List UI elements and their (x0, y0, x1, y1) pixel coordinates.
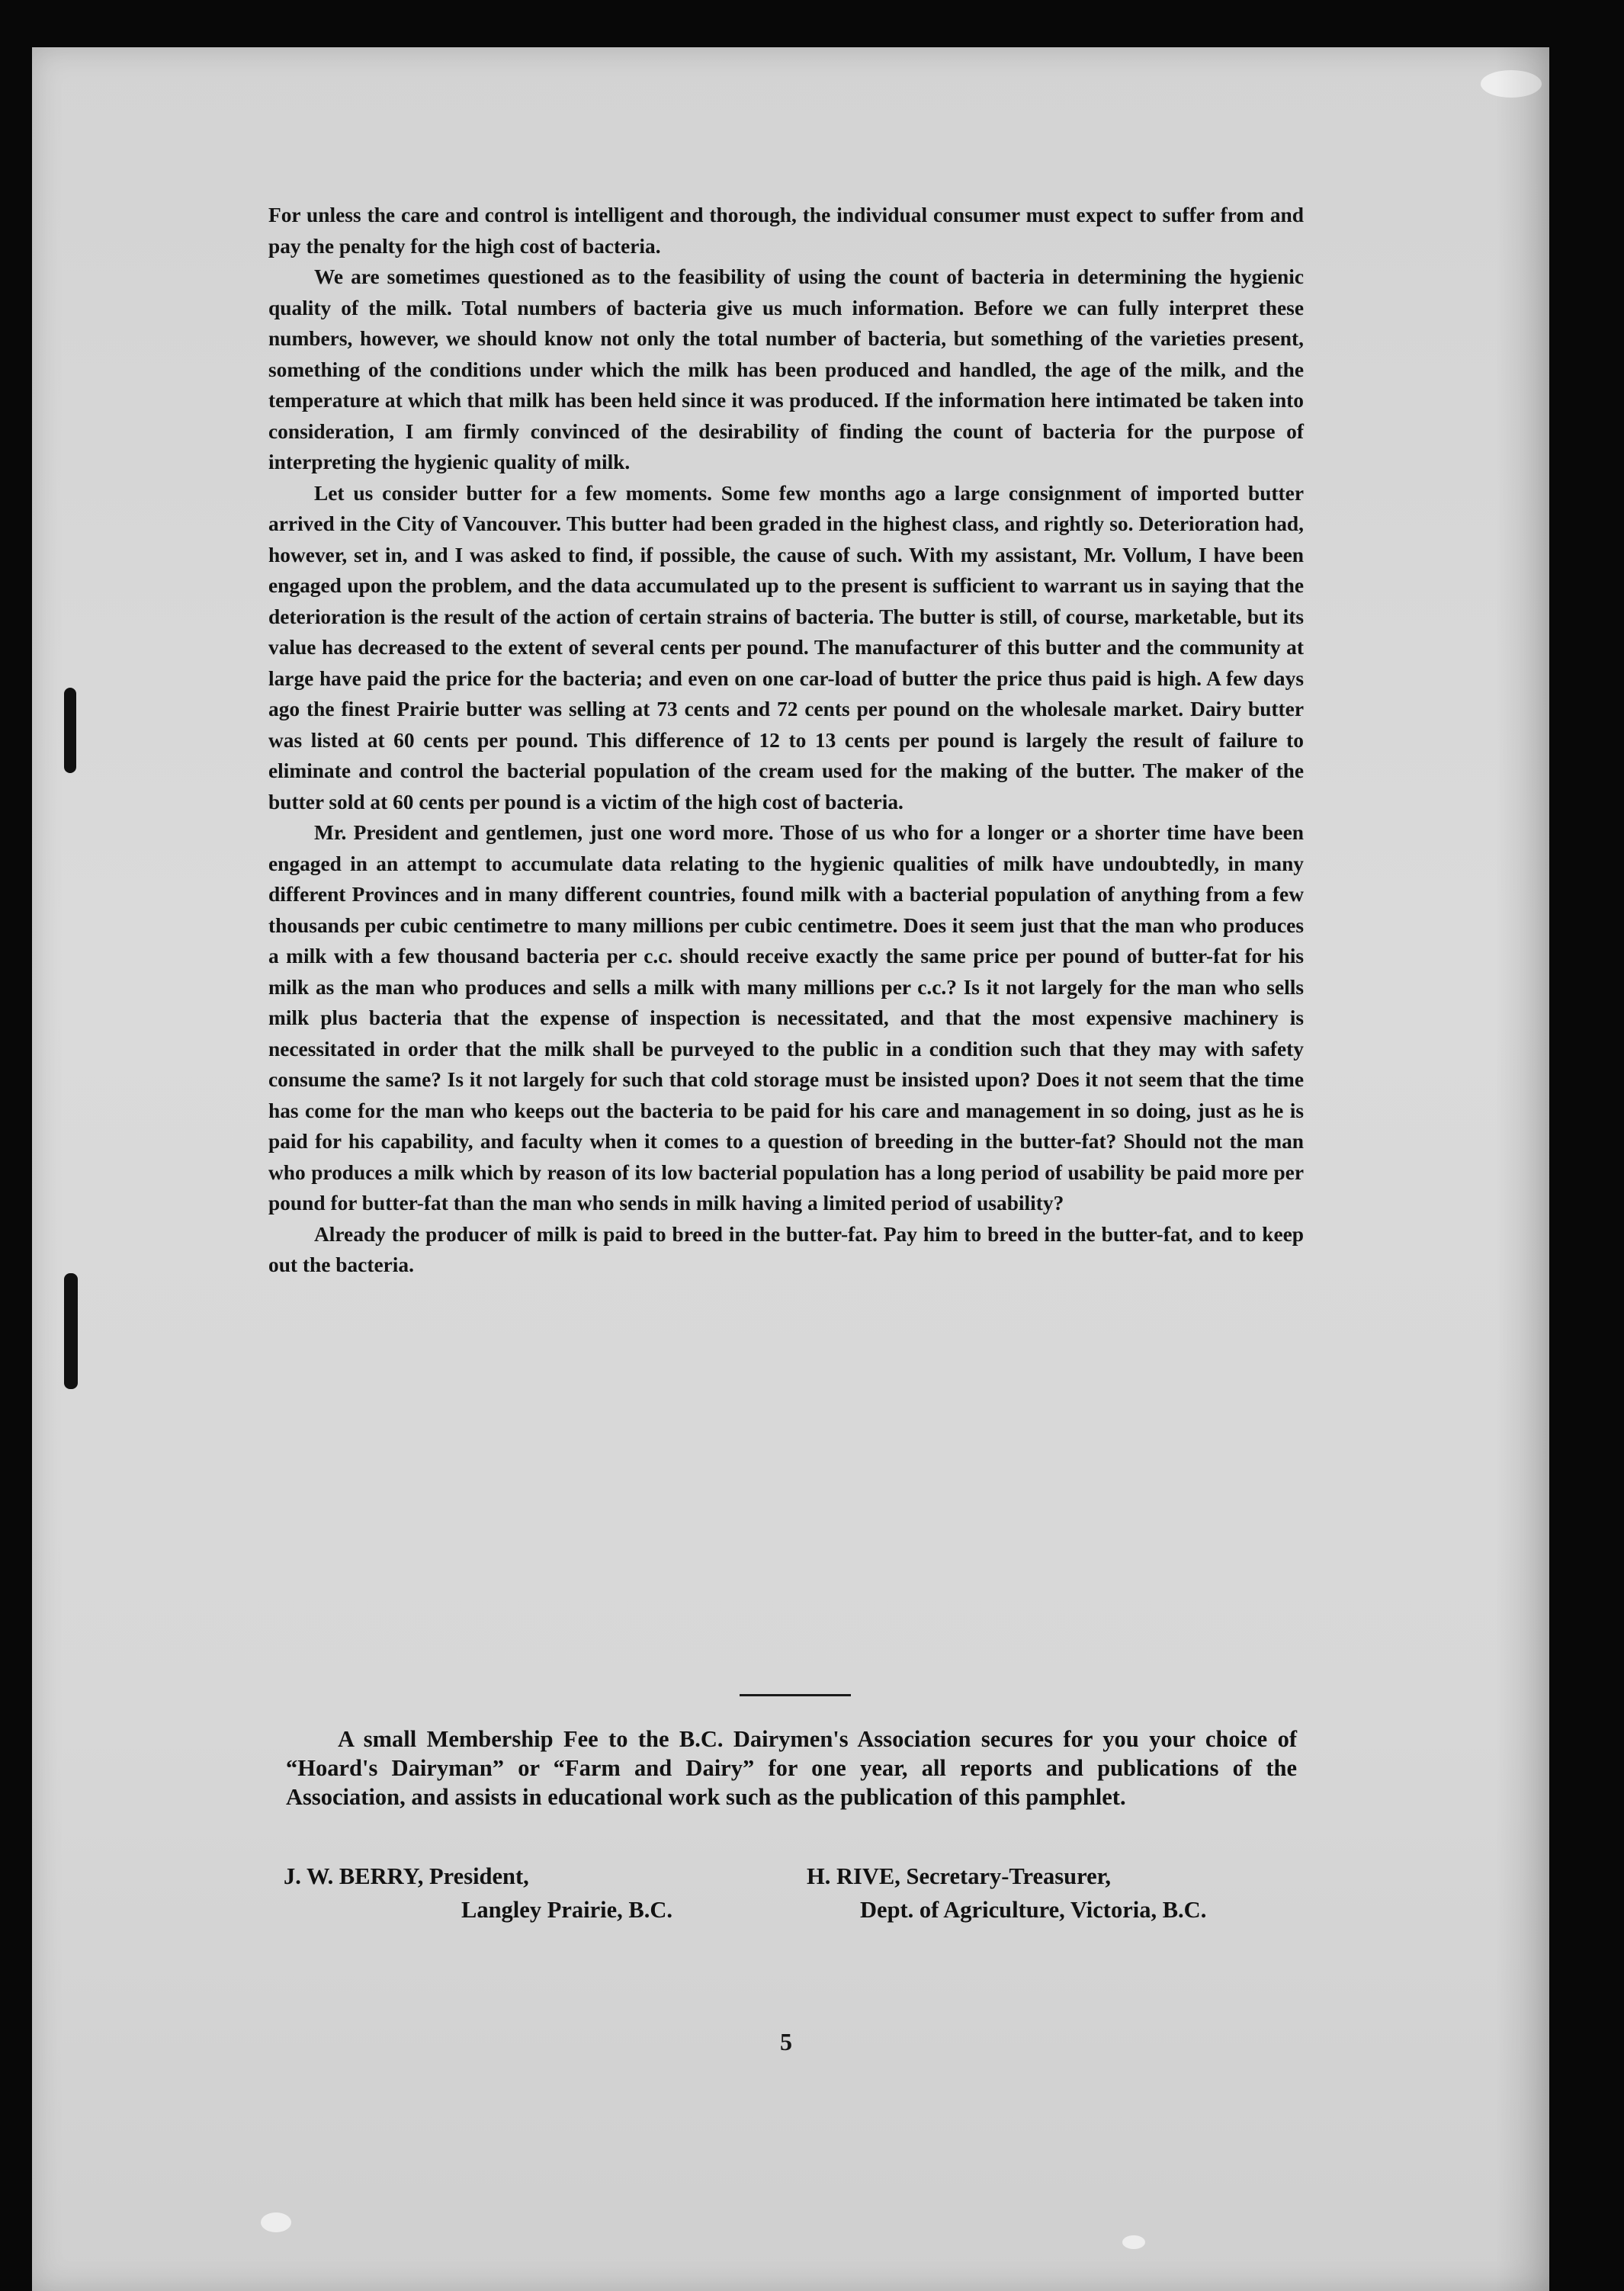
paragraph: Already the producer of milk is paid to breed in the butter-fat. Pay him to breed in the butter-fat, and to keep out the bacteria. (268, 1222, 1304, 1276)
secretary-name: H. RIVE, Secretary-Treasurer, (807, 1863, 1111, 1889)
binding-hole-bottom (64, 1273, 78, 1389)
paragraph: Mr. President and gentlemen, just one word more. Those of us who for a longer or a shorter time have been engaged in an attempt to accumulate data relating to the hygienic qualities of milk have undoubtedly, in many different Provinces and in many different countries, found milk with a bacterial population of anything from a few thousands per cubic centimetre to many millions per cubic centimetre. Does it seem just that the man who produces a milk with a few thousand bacteria per c.c. should receive exactly the same price per pound of butter-fat for his milk as the man who produces and sells a milk with many millions per c.c.? Is it not largely for the man who sells milk plus bacteria that the expense of inspection is necessitated, and that the most expensive machinery is necessitated in order that the milk shall be purveyed to the public in a condition such that they may with safety consume the same? Is it not largely for such that cold storage must be insisted upon? Does it not seem that the time has come for the man who keeps out the bacteria to be paid for his care and management in so doing, just as he is paid for his capability, and faculty when it comes to a question of breeding in the butter-fat? Should not the man who produces a milk which by reason of its low bacterial population has a long period of usability be paid more per pound for butter-fat than the man who sends in milk having a limited period of usability? (268, 821, 1304, 1214)
membership-notice: A small Membership Fee to the B.C. Dairymen's Association secures for you your choice of “Hoard's Dairyman” or “Farm and Dairy” for one year, all reports and publications of the Association, and assists in educational work such as the publication of this pamphlet. (286, 1726, 1297, 1810)
secretary-place: Dept. of Agriculture, Victoria, B.C. (860, 1897, 1207, 1923)
page-number: 5 (780, 2028, 792, 2055)
paragraph: For unless the care and control is intelligent and thorough, the individual consumer must expect to suffer from and pay the penalty for the high cost of bacteria. (268, 204, 1304, 258)
scan-speck (261, 2212, 291, 2232)
scan-speck (1481, 70, 1542, 98)
body-text (268, 200, 1304, 1281)
scan-speck (1122, 2235, 1145, 2249)
paragraph: Let us consider butter for a few moments. Some few months ago a large consignment of imported butter arrived in the City of Vancouver. This butter had been graded in the highest class, and rightly so. Deterioration had, however, set in, and I was asked to find, if possible, the cause of such. With my assistant, Mr. Vollum, I have been engaged upon the problem, and the data accumulated up to the present is sufficient to warrant us in saying that the deterioration is the result of the action of certain strains of bacteria. The butter is still, of course, marketable, but its value has decreased to the extent of several cents per pound. The manufacturer of this butter and the community at large have paid the price for the bacteria; and even on one car-load of butter the price thus paid is high. A few days ago the finest Prairie butter was selling at 73 cents and 72 cents per pound on the wholesale market. Dairy butter was listed at 60 cents per pound. This difference of 12 to 13 cents per pound is largely the result of failure to eliminate and control the bacterial population of the cream used for the making of the butter. The maker of the butter sold at 60 cents per pound is a victim of the high cost of bacteria. (268, 481, 1304, 813)
president-name: J. W. BERRY, President, (284, 1863, 529, 1889)
binding-hole-top (64, 688, 76, 773)
paragraph: We are sometimes questioned as to the feasibility of using the count of bacteria in determining the hygienic quality of the milk. Total numbers of bacteria give us much information. Before we can fully interpret these numbers, however, we should know not only the total number of bacteria, but something of the varieties present, something of the conditions under which the milk has been produced and handled, the age of the milk, and the temperature at which that milk has been held since it was produced. If the information here intimated be taken into consideration, I am firmly convinced of the desirability of finding the count of bacteria for the purpose of interpreting the hygienic quality of milk. (268, 265, 1304, 473)
section-divider (740, 1694, 851, 1696)
president-place: Langley Prairie, B.C. (461, 1897, 673, 1923)
